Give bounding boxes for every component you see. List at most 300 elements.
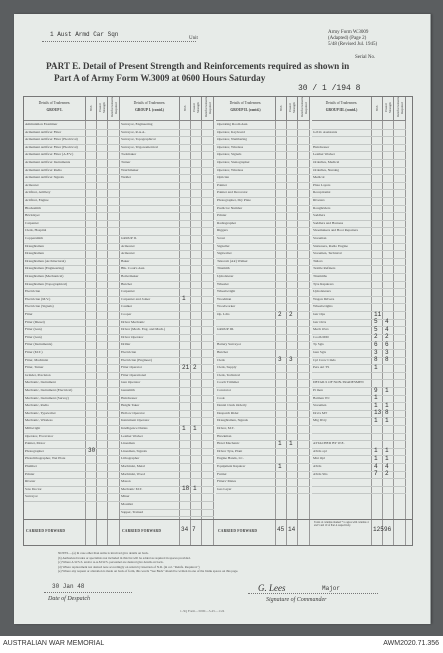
form-line-3: 5/48 (Revised Jul. 1945) [328,42,378,47]
table-row-label: Saw Doctor [25,486,42,491]
header-group-label: GROUP I. [46,108,63,112]
carried-forward-label: CARRIED FORWARD [26,529,66,533]
table-row-label: Armourer [121,243,135,248]
table-row-label: Painter [217,182,227,187]
table-cell-value: 1 [374,394,378,402]
table-cell-value: 3 [385,348,389,356]
table-row-label: Armament Artificer Fitter [25,129,62,134]
column-header-we [276,97,287,121]
table-row-label: Mechanic, Radio [25,403,49,408]
table-row-label: Operator, Keyboard [217,129,245,134]
table-cell-value: 3 [278,356,282,364]
table-row-label: Painter, Motor [25,441,46,446]
table-cell-value: 18 [182,485,190,493]
table-row-label [312,121,372,129]
table-row-label: Hairdresser [313,144,330,149]
table-row-label: Draughtsman (Mechanical) [25,274,64,278]
table-row-label: Tailors [313,258,323,263]
header-details-label: Details of Tradesmen. [325,101,358,105]
table-row-label: Armament Artificer Fitter (A.F.V.) [25,152,74,157]
header-reinf-label: Reinforcements Required [395,97,404,117]
carried-forward-total: 45 [277,526,285,533]
table-cell-value: 1 [385,447,389,455]
table-row-label: Textile Refiners [313,266,336,271]
table-row-label: Intelligence Duties [121,426,148,430]
table-row-label: Armament Artificer Signals [25,175,64,180]
table-row-label: Cooper [121,312,132,316]
table-row-label: Saddlers and Harness [313,220,344,225]
table-row-label: Clerk, Technical [217,372,241,377]
table-row-label: Mechanic M.T. [121,486,143,491]
table-row-label: Instrument Operator [121,418,150,423]
form-line-1: Army Form W.3009 [328,30,369,35]
table-row-label: GROUP II. [121,236,137,240]
table-row-label: Hollow Operator [121,410,145,415]
table-row-label: Battery Surveyor [217,342,242,347]
table-row-label: Bricklayer [25,213,40,218]
table-cell-value: 1 [182,424,186,432]
table-row-label: Gas Layer [217,486,232,491]
despatch-date: 30 Jan 48 [52,583,85,590]
table-row-label: Draughtsman (Architectural) [25,258,66,263]
table-cell-value: 2 [385,470,389,478]
table-row-label [120,227,180,235]
column-header-reinf [108,97,120,121]
table-row-label: Telecom (Air) Walker [217,258,248,263]
table-row-label: Equipment Repairer [217,464,246,468]
table-row-label: Operator, Wireless [217,167,244,172]
carried-forward-total: 125 [373,526,384,533]
table-row-label: Pt men [313,388,323,392]
column-header-details [216,97,276,121]
table-row-label: Draughtsman (Topographical) [25,281,68,286]
table-row-label: Upholsterers [313,289,331,294]
signature-underline [248,593,378,594]
table-row-label: Upholsterer [217,274,234,278]
table-row-label: Mechanic, Wireless [25,418,53,423]
unit-label: Unit [189,36,198,41]
header-details-label: Details of Tradesmen. [229,101,262,105]
table-cell-value: 11 [374,310,382,318]
note-b: (b) Authorized trades or specialists not included in this list will be added as required in spaces provided. [58,555,191,560]
table-row-label: Plumber [25,464,37,468]
table-cell-value: 21 [182,363,190,371]
table-row-label: Medical [313,175,325,180]
table-row-label: Leather Worker [121,433,143,438]
table-row-label: Clerk, Supply [217,365,237,370]
table-cell-value: 1 [374,401,378,409]
table-row-label: Electrician (Signals) [25,304,54,309]
table-row-label [120,189,180,197]
table-row-label: Coach Trimmer [217,380,240,385]
table-row-label: Driller [121,342,131,347]
table-row-label: Artificer, Engine [25,198,49,202]
date-fill: 30 / 1 /194 8 [298,84,361,93]
table-row-label [120,182,180,190]
table-row-label: Fitter [25,312,33,316]
table-cell-value: 8 [385,409,389,417]
table-cell-value: 4 [385,318,389,326]
notes-block [58,551,388,574]
header-reinf-label: Reinforcements Required [109,97,118,117]
table-row-label: Armament Artificer Instruments [25,160,71,164]
table-row-label [120,220,180,228]
table-row-label: Sapper, Trained [121,509,144,514]
table-row-label: Surveyor, Engineering [121,122,153,126]
column-header-posted [97,97,108,121]
note-c: (c) Where A.W.S.S. and/or A.A.M.W.S. personnel are desired give details on back. [58,560,164,565]
table-cell-value: 8 [385,356,389,364]
table-row-label: DETAILS OF NON-TRADESMEN [313,380,364,385]
header-group-label: GROUP I. (contd.) [135,108,164,112]
table-cell-value: 4 [385,462,389,470]
table-row-label: Carpenter and Joiner [121,296,151,301]
table-row-label: Armament Artificer Fitter (Electrical) [25,137,78,142]
table-cell-value: 1 [374,447,378,455]
table-cell-value: 4 [374,462,378,470]
table-row-label: Operator, Numbering [217,137,247,142]
column-header-reinf [298,97,310,121]
footer-institution: AUSTRALIAN WAR MEMORIAL [3,640,105,647]
table-row-label: Fitter Operational [121,372,146,377]
table-row-label: Wheeler [217,281,229,286]
table-row-label: Coppersmith [25,236,44,240]
title-line-2: Part A of Army Form W.3009 at 0600 Hours Saturday [54,73,266,83]
table-row-label: Cook [217,395,225,400]
table-row-label: Baker [121,258,130,263]
title-line-1: Detail of Present Strength and Reinforcements required as shown in [82,61,350,71]
table-row-label: Mechanic, Typewriter [25,410,56,415]
table-cell-value: 1 [385,454,389,462]
table-cell-value: 30 [88,447,96,455]
note-e: (e) Where any request or alteration is made on back of form, this words "See Back" should be written in one of the blank spaces on this page. [58,569,239,574]
table-cell-value: 2 [278,310,282,318]
table-row-label: Leather Worker [313,152,335,157]
table-row-label: Ammunition Examiner [25,122,58,126]
table-row-label: Fitter (M.T.) [25,350,43,354]
table-row-label: Surveyor [25,494,38,499]
table-row-label: Radiographer [217,220,237,225]
table-row-label [120,197,180,205]
table-row-label: Plate Layers [313,182,331,187]
table-row-label: Wagon Drivers [313,296,335,301]
table-row-label: Driver Operator [121,334,144,339]
table-row-label: Artificer, Artillery [25,190,51,195]
table-cell-value: 1 [278,462,282,470]
table-row-label: Linesman, Signals [121,448,147,453]
table-row-label: Optician [217,175,230,180]
row-rule [312,493,406,494]
column-header-details [120,97,180,121]
table-row-label: Miner [121,494,130,499]
table-row-label: Electrician (Engineer) [121,357,152,362]
table-row-label: Signaller [217,243,230,248]
table-row-label: Armourer [121,251,135,256]
table-row-label: Saddlers [313,213,326,218]
table-row-label: Hairdresser [121,395,138,400]
header-reinf-label: Reinforcements Required [299,97,308,117]
table-row-label: Gnr Ops [313,312,325,316]
strength-table [23,96,413,546]
table-row-label: Engine Hands, I.C. [217,456,244,461]
table-cell-value: 1 [385,386,389,394]
table-row-label: Woodman [217,296,232,301]
carried-forward-label: CARRIED FORWARD [218,529,258,533]
form-line-2: (Adapted) (Page 2) [328,36,367,41]
table-row-label: Blk. Cook's Asst. [121,266,146,271]
table-row-label: Mechanic, Instrument (Survey) [25,395,69,400]
column-header-reinf [394,97,406,121]
totals-note: Totals of columns marked * to agree with columns 4 and 5 and 10 of Part A respectively. [314,521,369,528]
table-cell-value: 4 [385,325,389,333]
part-label: PART E. [46,61,81,71]
table-row-label: Turner [121,160,131,164]
table-row-label: Grinder, Precision [25,372,51,377]
table-row-label: Hotel Mechanic [217,441,240,446]
table-row-label: Machinist, Wood [121,471,145,476]
table-row-label: Fitter (Gun) [25,334,42,339]
table-row-label: Clerk [217,357,225,362]
table-row-label: Predictor Number [217,205,243,210]
table-row-label: Mason [121,479,131,484]
table-row-label: Concretor [217,388,231,392]
table-row-label: Roughriders [313,205,331,210]
table-row-label: Armourer [25,182,39,187]
header-details-label: Details of Tradesmen. [133,101,166,105]
table-row-label: Blacksmith [25,205,41,210]
table-row-label: Riveters [313,198,325,202]
table-row-label: Operator, Stenographer [217,160,250,164]
table-cell-value: 1 [289,439,293,447]
print-line: 1-3Q Form—5000—5-45—1/24 [180,609,225,613]
table-row-label: Mech Ovrs [313,327,329,332]
carried-forward-total: 7 [192,526,196,533]
table-row-label: Fitter (Instruments) [25,342,53,347]
table-row-label: Hawkman [217,433,232,438]
table-row-label: Op. Ldrs [217,312,230,316]
table-cell-value: 1 [385,401,389,409]
table-cell-value: 1 [374,454,378,462]
despatch-underline [44,592,132,593]
table-row-label: Despatch Rider [217,410,239,415]
table-row-label [312,478,372,486]
table-row-label: Operating Room Asst. [217,122,249,126]
table-row-label: Carpenter [121,289,135,294]
table-row-label: Linesman [121,441,135,446]
column-header-we [180,97,191,121]
table-cell-value: 1 [193,424,197,432]
table-row-label [120,205,180,213]
column-header-we [86,97,97,121]
table-row-label: Millwright [25,426,41,430]
carried-forward-total: 14 [288,526,296,533]
table-row-label: Storeman [313,236,327,240]
column-header-details [24,97,86,121]
table-row-label: Toolmaker [121,152,137,157]
table-row-label: Lithographer [121,456,140,461]
table-row-label: Tinsmiths [313,274,327,278]
table-cell-value: 2 [289,310,293,318]
column-header-we [372,97,383,121]
note-d: (d) Where replacement not desired note accordingly on return by insertion of N.R. (in col. "Reinfs. Required.") [58,564,200,569]
table-cell-value: 7 [374,470,378,478]
table-row-label [216,319,276,327]
table-cell-value: 1 [193,485,197,493]
table-row-label: Mnt Opl [313,456,325,461]
header-we-label: W.E. [375,104,379,112]
table-row-label: Draughtsman, Signals [217,418,248,423]
carried-forward-total: 96 [384,526,392,533]
table-row-label [312,425,372,433]
table-row-label: ASOs [313,464,322,468]
table-row-label: Mechanic, Instrument (Electrical) [25,388,73,392]
header-details-label: Details of Tradesmen. [38,101,71,105]
table-row-label: Gun Sgts [313,350,326,354]
table-row-label: Carpenter [25,220,39,225]
table-row-label: Operator, Excavator [25,433,54,438]
table-cell-value: 1 [374,416,378,424]
table-row-label: Wheelwright [217,289,236,294]
table-row-label: Fitter, Turner [25,365,44,370]
table-row-label: Fitters' Mates [217,479,237,484]
table-cell-value: 1 [182,295,186,303]
table-cell-value: 8 [374,356,378,364]
table-row-label: Riveter [25,479,36,484]
table-cell-value: 1 [385,416,389,424]
table-row-label: Mtg Dvty [313,418,327,423]
despatch-label: Date of Despatch [48,596,90,602]
table-row-label: Caulker [121,304,133,309]
table-row-label [216,334,276,342]
table-cell-value: 1 [278,439,282,447]
carried-forward-label: CARRIED FORWARD [122,529,162,533]
table-row-label: Operator, Wireless [217,144,244,149]
table-row-label: Furrier [217,471,227,476]
table-cell-value: 6 [385,340,389,348]
table-row-label: Orderlies, Medical [313,160,340,164]
header-posted-label: Posted Strength [384,102,392,114]
unit-underline [42,41,196,42]
table-row-label: Photolithographer, Wet Plate [25,456,66,461]
table-row-label: Painter and Decorator [217,190,248,195]
table-row-label: Electrician [121,350,137,354]
header-posted-label: Posted Strength [98,102,106,114]
table-row-label: Signwriter [217,251,232,256]
table-row-label: Dental Clerk Orderly [217,403,247,408]
table-row-label: Fitter Operator [121,365,142,370]
footer-accession: AWM2020.71.356 [383,640,439,647]
table-row-label: Surveyor, Topographical [121,137,156,142]
table-row-label: Height Taker [121,403,140,408]
table-cell-value: 5 [374,318,378,326]
table-cell-value: 2 [193,363,197,371]
column-header-posted [287,97,298,121]
table-row-label: Fitter (Diesel) [25,319,45,324]
signature-label: Signature of Commander [266,597,327,603]
table-row-label [312,372,372,380]
table-row-label: Welder [121,175,132,180]
table-row-label [312,433,372,441]
table-row-label: ASOs opl [313,448,327,453]
table-row-label: Machinist, Metal [121,464,145,468]
table-row-label: Operator, Signals [217,152,242,157]
table-cell-value: 1 [374,363,378,371]
table-row-label: Photographer, Dry Plate [217,198,251,202]
table-row-label: Drvrs MT [313,410,328,415]
table-row-label: Scout [217,236,225,240]
note-a: NOTES.—(a) In case other than Arms is involved give details on back. [58,551,149,555]
table-cell-value: 2 [385,333,389,341]
table-cell-value: 5 [374,325,378,333]
header-group-label: GROUP II. (contd.) [230,108,261,112]
table-row-label: Mechanic, Instrument [25,380,56,385]
table-row-label: Receptionist [313,190,331,195]
table-row-label: Stationers, Radio Engine [313,243,348,248]
table-row-label: Pers Art TS [313,365,330,370]
table-row-label: Printer [217,213,227,218]
column-header-posted [191,97,202,121]
table-row-label: Driver Tyre, Plant [217,448,243,453]
header-posted-label: Posted Strength [192,102,200,114]
table-row-label: Driver (Mech. Eng. and Mach.) [121,327,166,332]
table-row-label [120,212,180,220]
table-row-label: Woodworker [217,304,236,309]
table-row-label: G.P.O. Assistants [313,129,338,134]
table-row-label: Tyre Repairers [313,281,334,286]
table-row-label: Storemen, Technical [313,251,342,256]
table-row-label: ASOs Slts [313,471,328,476]
table-row-label: Draughtsman [25,243,44,248]
table-row-label: Orderlies, Nursing [313,167,340,172]
table-row-label: GROUP III. [217,327,234,332]
table-row-label: Electrician [25,289,41,294]
table-cell-value: 13 [374,409,382,417]
table-row-label: Fitter, Machinist [25,357,49,362]
table-row-label [312,136,372,144]
table-cell-value: 3 [374,348,378,356]
table-row-label: Batmen Wv [313,395,330,400]
row-rule [120,516,214,517]
serial-label: Serial No. [355,55,376,60]
table-row-label: Electrician (M.V.) [25,296,51,301]
table-cell-value: 9 [374,386,378,394]
carried-forward-total: 34 [181,526,189,533]
table-row-label: Watchmaker [121,167,139,172]
table-row-label: Armament Artificer Radio [25,167,62,172]
part-e-title [46,60,386,84]
row-rule [24,501,120,502]
table-row-label: Tp Sgts [313,342,324,347]
table-row-label: Cpl Crew Cmds [313,357,336,362]
table-row-label: Gun Operator [121,380,141,385]
header-we-label: W.E. [279,104,283,112]
table-row-label: Butcher [121,281,133,286]
table-cell-value: 6 [374,340,378,348]
header-group-label: GROUP III. (contd.) [325,108,358,112]
table-row-label: Coolh MM [313,334,329,339]
table-row-label: Gunsmith [121,388,135,392]
table-row-label: Surveyor, R.A.A. [121,129,146,134]
table-row-label: Driver, M.T. [217,426,235,430]
table-row-label: Riggers [217,228,228,233]
table-row-label: Draughtsman [25,251,44,256]
table-row-label: Surveyor, Trigonometrical [121,144,158,149]
column-header-details [312,97,372,121]
header-posted-label: Posted Strength [288,102,296,114]
row-rule [216,493,310,494]
table-row-label: Fitter (Gun) [25,327,42,332]
table-row-label: Armament Artificer Fitter (Electrical) [25,144,78,149]
